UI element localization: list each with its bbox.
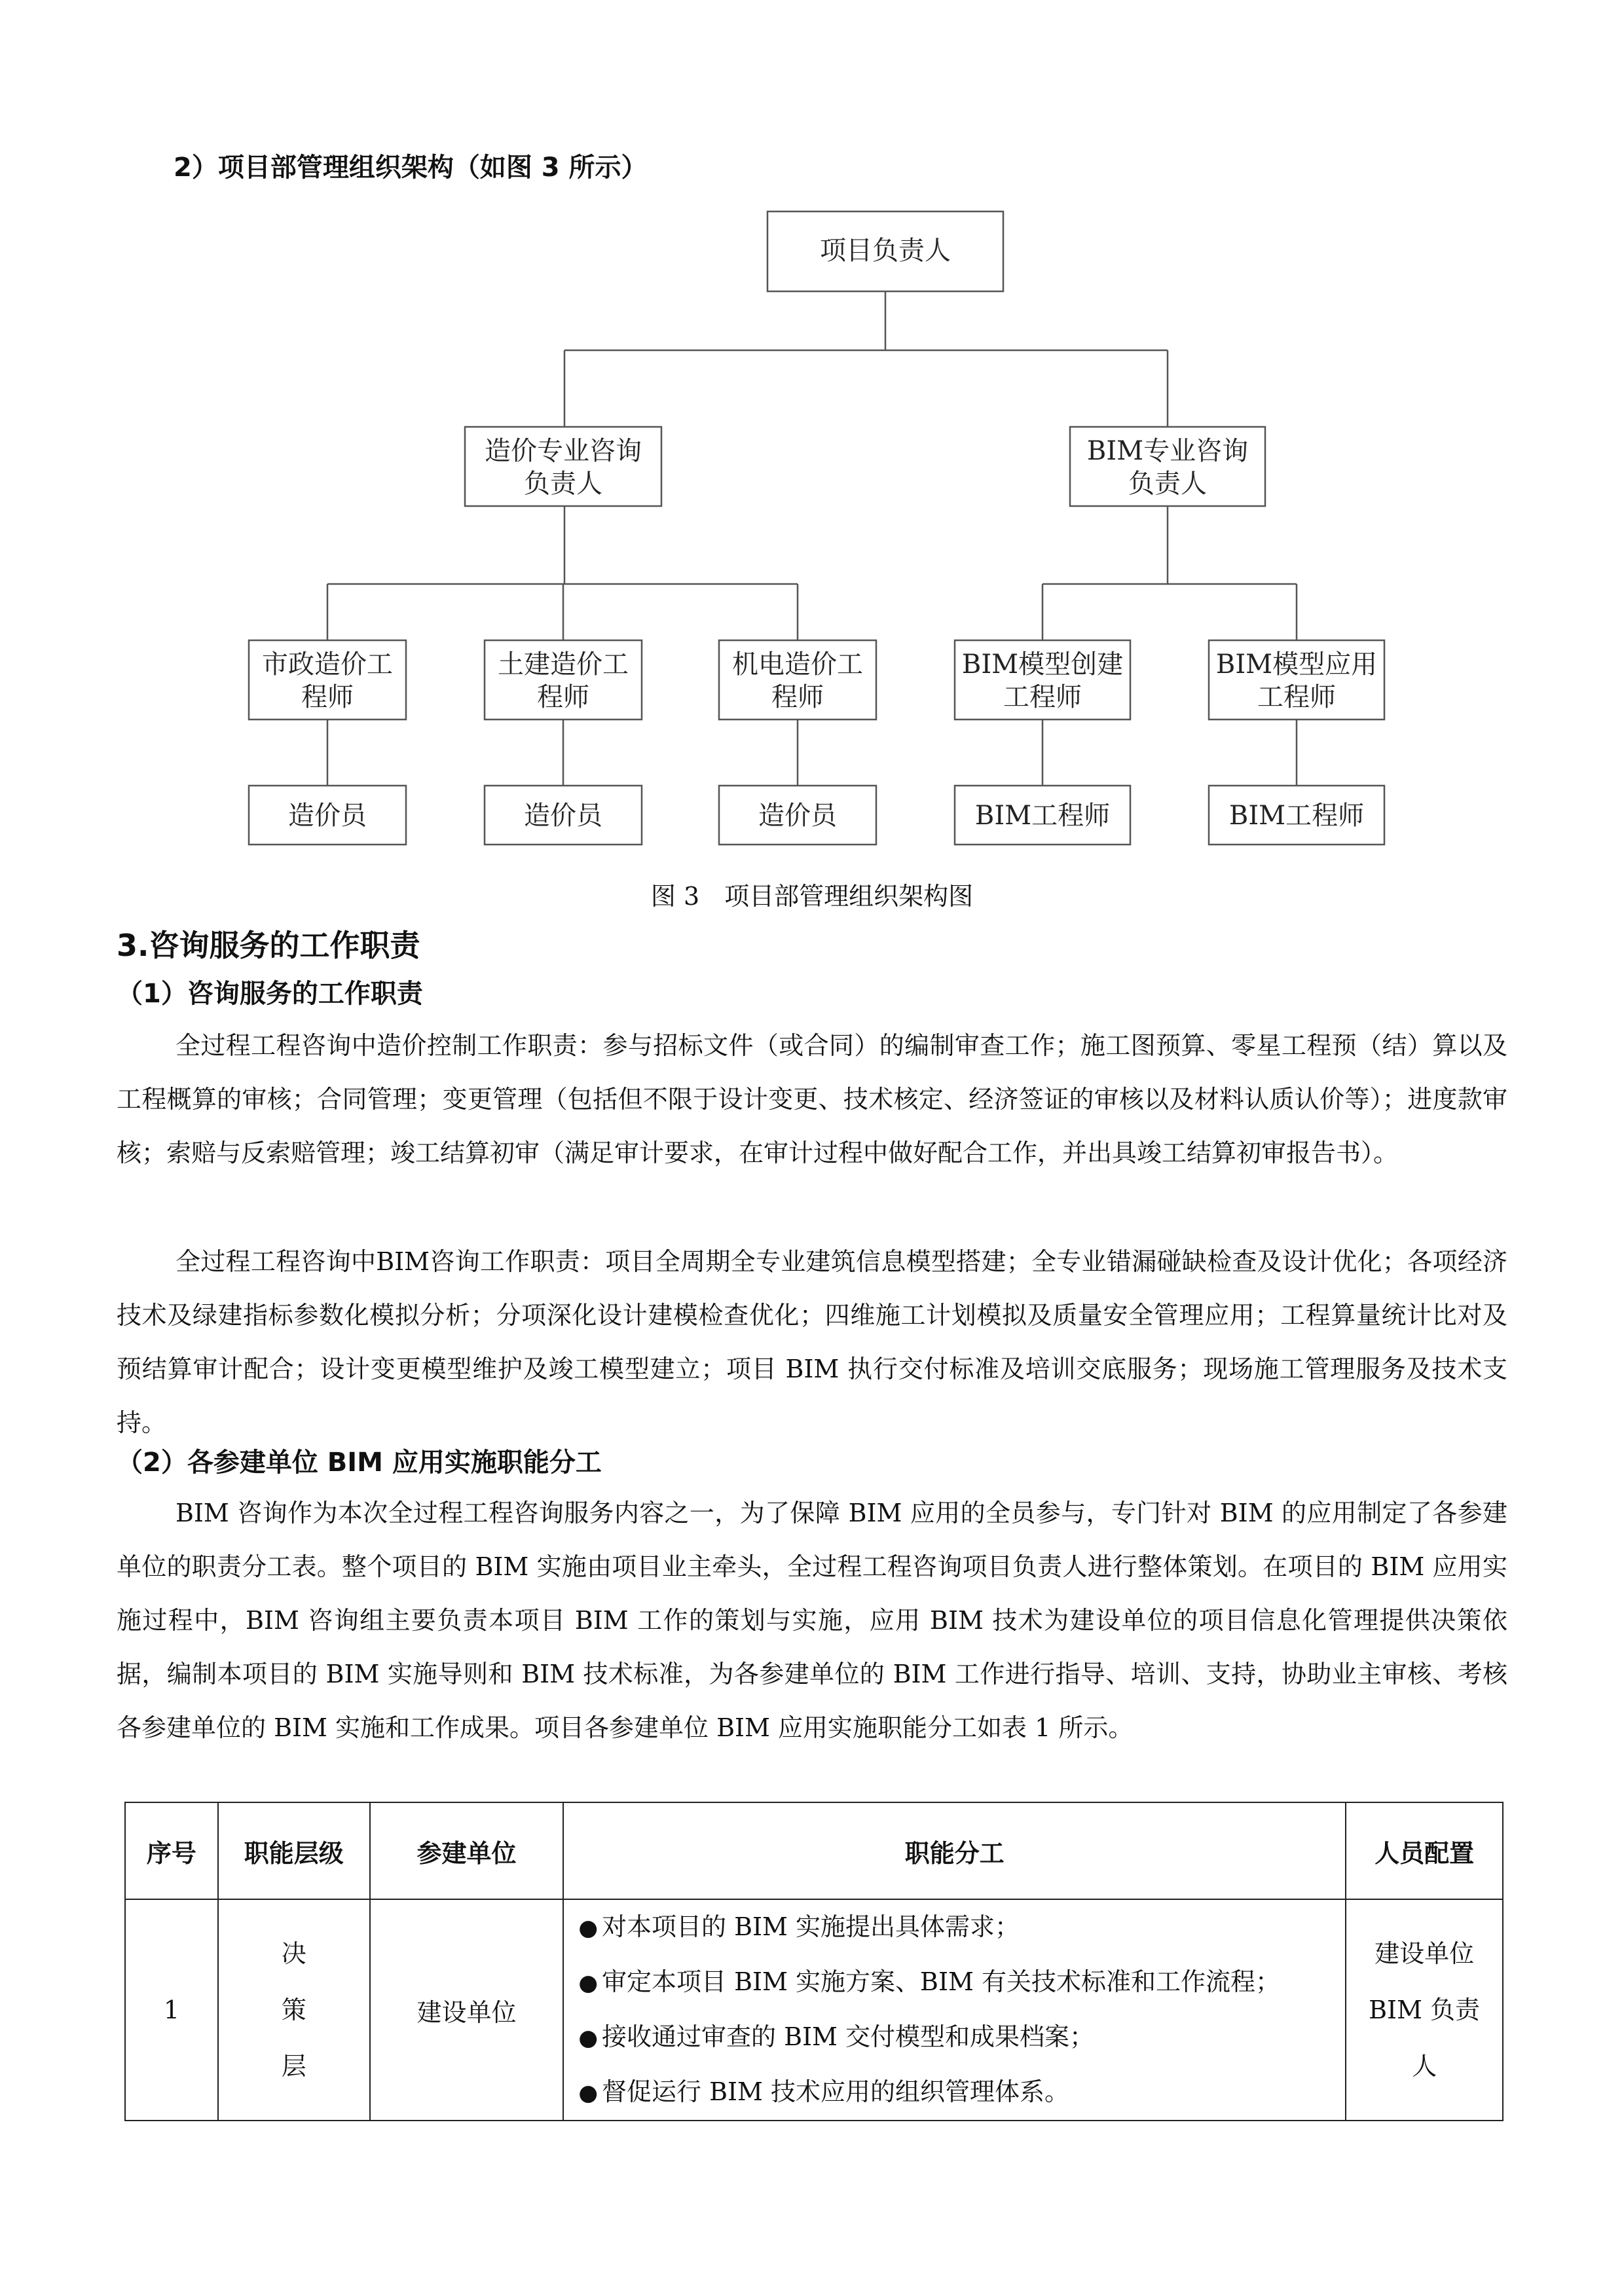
org-node-label: BIM工程师 [1228, 801, 1365, 831]
duty-item: ● 审定本项目 BIM 实施方案、BIM 有关技术标准和工作流程； [578, 1967, 1280, 1996]
table-row [125, 1899, 1503, 2121]
paragraph-bim-duties: 全过程工程咨询中BIM咨询工作职责：项目全周期全专业建筑信息模型搭建；全专业错漏碰缺检查及设计优化；各项经济技术及绿建指标参数化模拟分析；分项深化设计建模检查优化；四维施工计划模拟及质量安全管理应用；工程算量统计比对及预结算审计配合；设计变更模型维护及竣工模型建立；项目 BIM 执行交付标准及培训交底服务；现场施工管理服务及技术支持。 [117, 1247, 1507, 1437]
cell-unit: 建设单位 [370, 1899, 564, 2121]
cell-no: 1 [125, 1899, 218, 2121]
table-header: 人员配置 [1346, 1802, 1503, 1899]
cell-duties [563, 1899, 1346, 2121]
bullet-icon: ● [578, 2080, 599, 2106]
org-node-bim-application-engineer [1209, 640, 1384, 720]
org-node-bim-modeling-engineer [955, 640, 1130, 720]
bullet-icon: ● [578, 1915, 599, 1941]
table-header: 参建单位 [370, 1802, 564, 1899]
org-node-label: 造价员 [758, 801, 837, 831]
org-node-label: 工程师 [1257, 682, 1336, 712]
org-node-label: 工程师 [1003, 682, 1082, 712]
org-node-label: 造价员 [288, 801, 367, 831]
duty-item: ● 督促运行 BIM 技术应用的组织管理体系。 [578, 2077, 1070, 2106]
org-node-label: BIM模型应用 [1215, 649, 1378, 680]
org-node-label: 负责人 [1128, 469, 1207, 499]
org-node-cost-clerk [719, 786, 876, 845]
org-node-civil-cost-engineer [485, 640, 642, 720]
bullet-icon: ● [578, 2025, 599, 2051]
org-node-label: 机电造价工 [732, 649, 863, 680]
org-node-label: BIM模型创建 [961, 649, 1124, 680]
org-node-cost-consulting-leader [465, 427, 661, 506]
subsection-title: （2）各参建单位 BIM 应用实施职能分工 [117, 1448, 602, 1478]
section-title: 3.咨询服务的工作职责 [117, 928, 420, 963]
org-node-label: BIM专业咨询 [1086, 436, 1249, 466]
table-header-row [125, 1802, 1503, 1899]
table-header: 职能层级 [218, 1802, 370, 1899]
cell-level: 决 策 层 [218, 1899, 370, 2121]
org-node-label: 程师 [301, 682, 354, 712]
org-node-label: 造价员 [524, 801, 602, 831]
figure-caption: 图 3 项目部管理组织架构图 [650, 882, 974, 911]
org-node-label: 土建造价工 [498, 649, 629, 680]
paragraph-bim-roles: BIM 咨询作为本次全过程工程咨询服务内容之一，为了保障 BIM 应用的全员参与，专门针对 BIM 的应用制定了各参建单位的职责分工表。整个项目的 BIM 实施由项目业主牵头，全过程工程咨询项目负责人进行整体策划。在项目的 BIM 应用实施过程中，BIM 咨询组主要负责本项目 BIM 工作的策划与实施，应用 BIM 技术为建设单位的项目信息化管理提供决策依据，编制本项目的 BIM 实施导则和 BIM 技术标准，为各参建单位的 BIM 工作进行指导、培训、支持，协助业主审核、考核各参建单位的 BIM 实施和工作成果。项目各参建单位 BIM 应用实施职能分工如表 1 所示。 [117, 1499, 1507, 1742]
duty-item: ● 接收通过审查的 BIM 交付模型和成果档案； [578, 2022, 1095, 2051]
org-node-municipal-cost-engineer [249, 640, 406, 720]
org-node-bim-engineer [1209, 786, 1384, 845]
org-node-cost-clerk [249, 786, 406, 845]
table-header: 序号 [125, 1802, 218, 1899]
org-chart-heading: 2）项目部管理组织架构（如图 3 所示） [174, 153, 648, 183]
org-node-cost-clerk [485, 786, 642, 845]
org-chart [0, 0, 1624, 871]
org-node-mep-cost-engineer [719, 640, 876, 720]
org-node-label: 程师 [771, 682, 824, 712]
bim-roles-table [124, 1802, 1504, 2121]
org-node-label: 造价专业咨询 [485, 436, 642, 466]
org-node-label: 负责人 [524, 469, 602, 499]
bullet-icon: ● [578, 1970, 599, 1996]
table-header: 职能分工 [563, 1802, 1346, 1899]
org-node-label: 程师 [537, 682, 589, 712]
org-node-bim-engineer [955, 786, 1130, 845]
cell-staff: 建设单位 BIM 负责 人 [1346, 1899, 1503, 2121]
org-node-label: 项目负责人 [820, 236, 951, 266]
org-node-bim-consulting-leader [1070, 427, 1265, 506]
duty-item: ● 对本项目的 BIM 实施提出具体需求； [578, 1912, 1020, 1941]
paragraph-cost-duties: 全过程工程咨询中造价控制工作职责：参与招标文件（或合同）的编制审查工作；施工图预算、零星工程预（结）算以及工程概算的审核；合同管理；变更管理（包括但不限于设计变更、技术核定、经济签证的审核以及材料认质认价等）；进度款审核；索赔与反索赔管理；竣工结算初审（满足审计要求，在审计过程中做好配合工作，并出具竣工结算初审报告书）。 [117, 1031, 1507, 1167]
org-node-label: 市政造价工 [262, 649, 393, 680]
org-node-label: BIM工程师 [974, 801, 1111, 831]
org-node-project-leader [767, 211, 1003, 291]
subsection-title: （1）咨询服务的工作职责 [117, 979, 423, 1009]
